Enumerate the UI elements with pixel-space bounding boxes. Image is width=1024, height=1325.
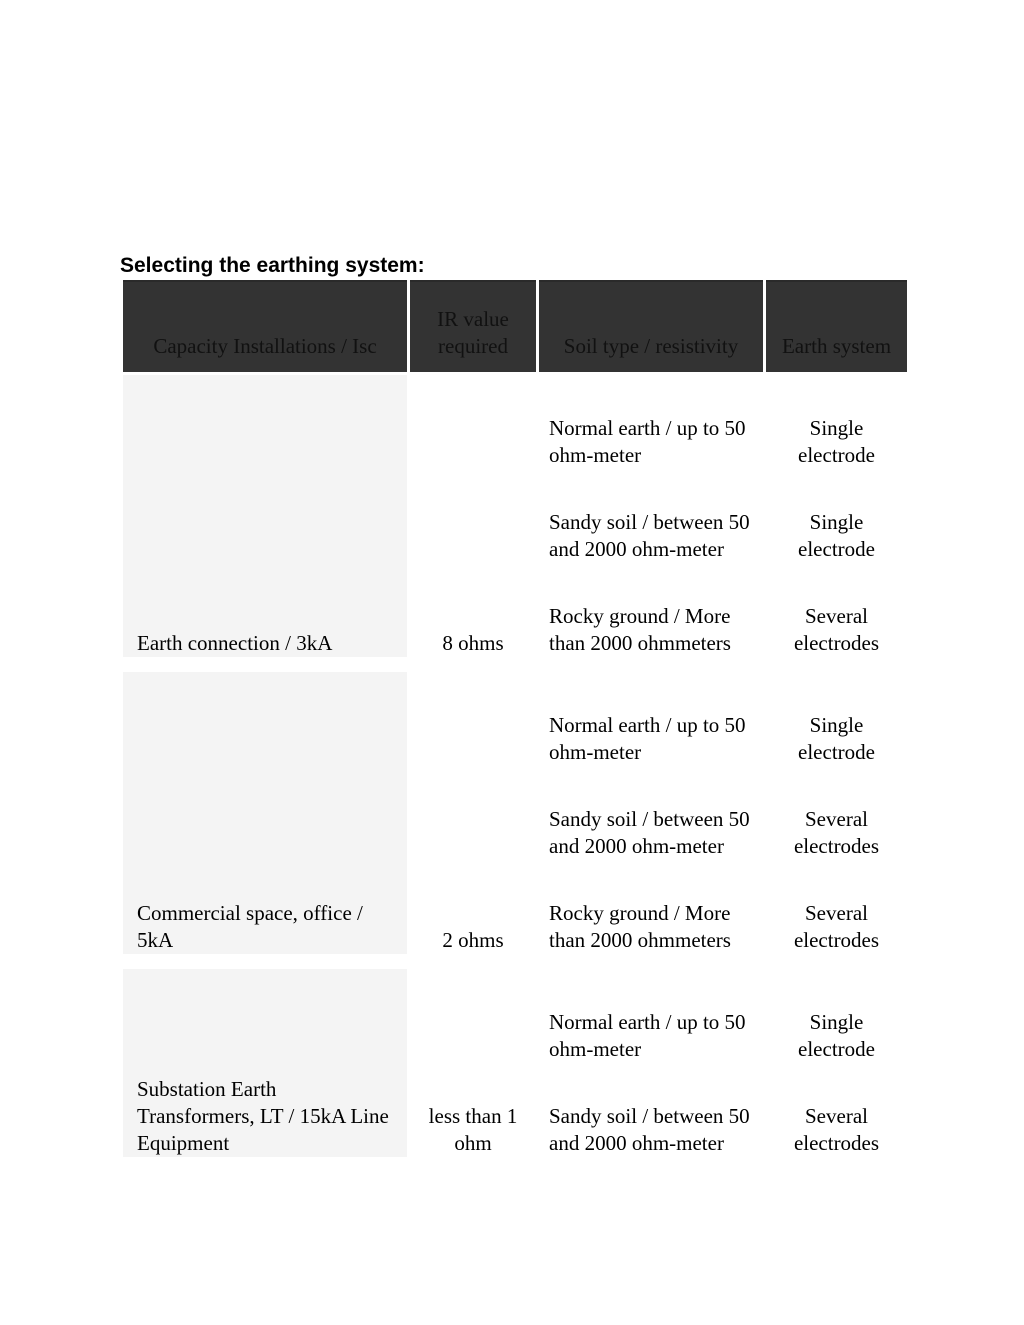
header-capacity: Capacity Installations / Isc — [123, 280, 407, 372]
earth-system-cell: Single electrode — [798, 713, 875, 764]
table-header-row — [123, 280, 907, 372]
ir-value-cell: 8 ohms — [410, 375, 536, 657]
ir-value-cell: 2 ohms — [410, 672, 536, 954]
earth-system-cell: Several electrodes — [793, 1104, 880, 1155]
soil-cell: Rocky ground / More than 2000 ohmmeters — [549, 901, 731, 952]
earth-system-cell: Several electrodes — [793, 604, 880, 655]
earth-system-cell: Several electrodes — [793, 901, 880, 952]
table-row — [123, 672, 907, 766]
header-earth-system: Earth system — [766, 280, 907, 372]
soil-cell: Sandy soil / between 50 and 2000 ohm-meter — [549, 1104, 750, 1155]
soil-cell: Sandy soil / between 50 and 2000 ohm-meter — [549, 510, 750, 561]
earth-system-cell: Single electrode — [798, 1010, 875, 1061]
header-ir-value: IR value required — [410, 280, 536, 372]
ir-value-cell: less than 1 ohm — [410, 969, 536, 1157]
earth-system-cell: Single electrode — [798, 416, 875, 467]
capacity-cell: Earth connection / 3kA — [123, 375, 407, 657]
soil-cell: Normal earth / up to 50 ohm-meter — [549, 713, 746, 764]
table-row — [123, 375, 907, 469]
soil-cell: Sandy soil / between 50 and 2000 ohm-meter — [549, 807, 750, 858]
soil-cell: Rocky ground / More than 2000 ohmmeters — [549, 604, 731, 655]
capacity-cell: Substation Earth Transformers, LT / 15kA Line Equipment — [123, 969, 407, 1157]
capacity-cell: Commercial space, office / 5kA — [123, 672, 407, 954]
earthing-table — [120, 280, 910, 1157]
earth-system-cell: Single electrode — [798, 510, 875, 561]
earth-system-cell: Several electrodes — [793, 807, 880, 858]
header-soil: Soil type / resistivity — [539, 280, 763, 372]
soil-cell: Normal earth / up to 50 ohm-meter — [549, 416, 746, 467]
table-row — [123, 969, 907, 1063]
soil-cell: Normal earth / up to 50 ohm-meter — [549, 1010, 746, 1061]
section-heading: Selecting the earthing system: — [120, 254, 425, 277]
